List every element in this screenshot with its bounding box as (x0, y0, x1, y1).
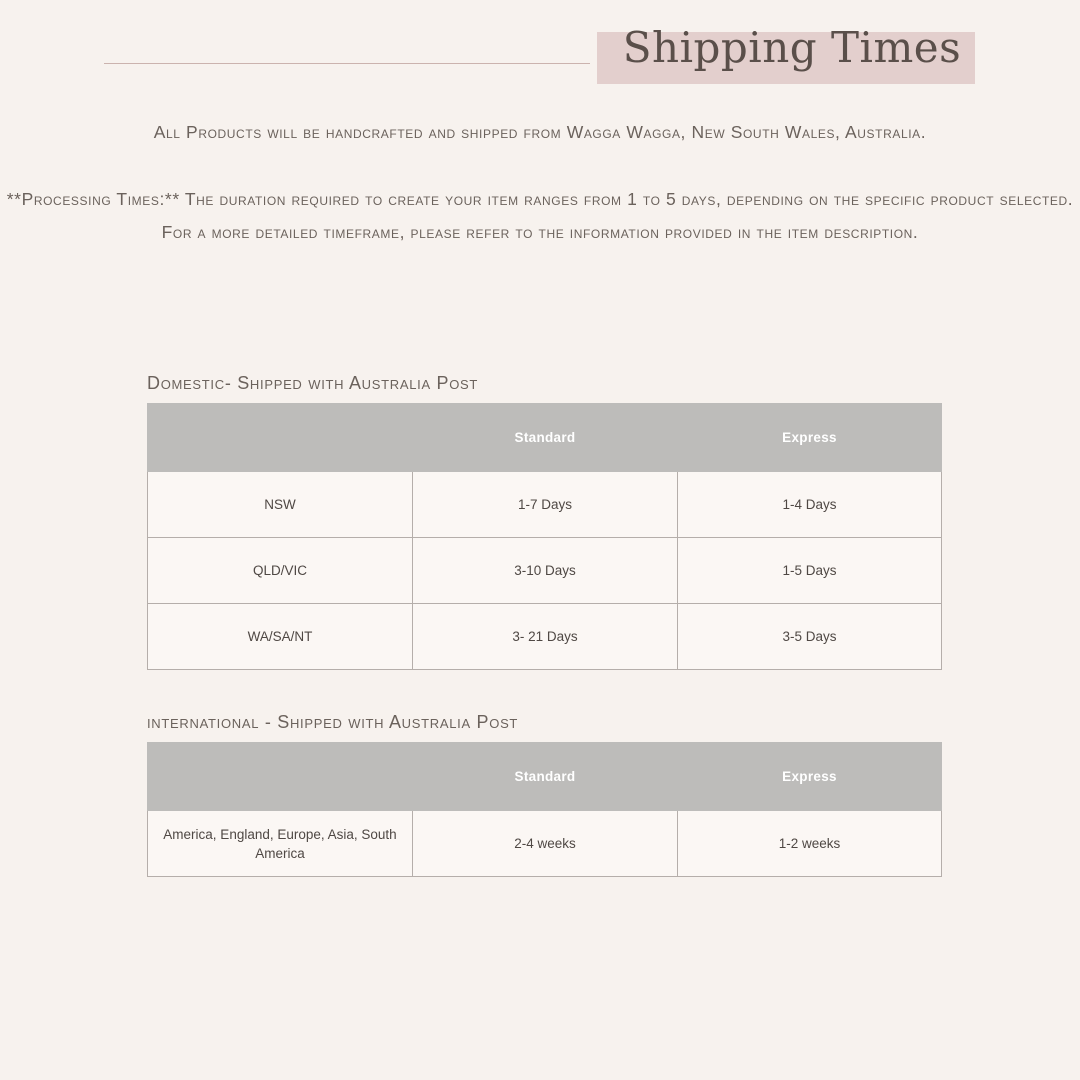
cell-express: 1-4 Days (678, 472, 942, 538)
cell-standard: 3-10 Days (413, 538, 678, 604)
column-header-standard: Standard (413, 404, 678, 472)
cell-standard: 1-7 Days (413, 472, 678, 538)
domestic-shipping-section (147, 370, 941, 670)
column-header-standard: Standard (413, 743, 678, 811)
cell-standard: 3- 21 Days (413, 604, 678, 670)
intro-paragraph-origin: All Products will be handcrafted and shipped from Wagga Wagga, New South Wales, Australia. (153, 122, 927, 142)
international-shipping-table (147, 742, 942, 877)
cell-express: 1-5 Days (678, 538, 942, 604)
cell-region: QLD/VIC (148, 538, 413, 604)
page-title: Shipping Times (622, 23, 962, 72)
cell-standard: 2-4 weeks (413, 811, 678, 877)
column-header-express: Express (678, 743, 942, 811)
table-row (148, 811, 942, 877)
table-row (148, 538, 942, 604)
cell-region: America, England, Europe, Asia, South America (148, 811, 413, 877)
intro-text-block (0, 100, 1080, 249)
table-row (148, 604, 942, 670)
intro-paragraph-processing-times: **Processing Times:** The duration required to create your item ranges from 1 to 5 days, depending on the specific product selected. For a more detailed timeframe, please refer to the information provided in the item description. (6, 189, 1074, 242)
table-header-row (148, 404, 942, 472)
cell-express: 1-2 weeks (678, 811, 942, 877)
column-header-region (148, 404, 413, 472)
domestic-section-label: Domestic- Shipped with Australia Post (147, 373, 479, 393)
page-header (0, 0, 1080, 100)
cell-region: NSW (148, 472, 413, 538)
header-divider-rule (104, 63, 590, 64)
table-row (148, 472, 942, 538)
international-section-label: international - Shipped with Australia Post (147, 712, 519, 732)
column-header-express: Express (678, 404, 942, 472)
column-header-region (148, 743, 413, 811)
domestic-shipping-table (147, 403, 942, 670)
table-header-row (148, 743, 942, 811)
cell-express: 3-5 Days (678, 604, 942, 670)
cell-region: WA/SA/NT (148, 604, 413, 670)
international-shipping-section (147, 709, 941, 877)
